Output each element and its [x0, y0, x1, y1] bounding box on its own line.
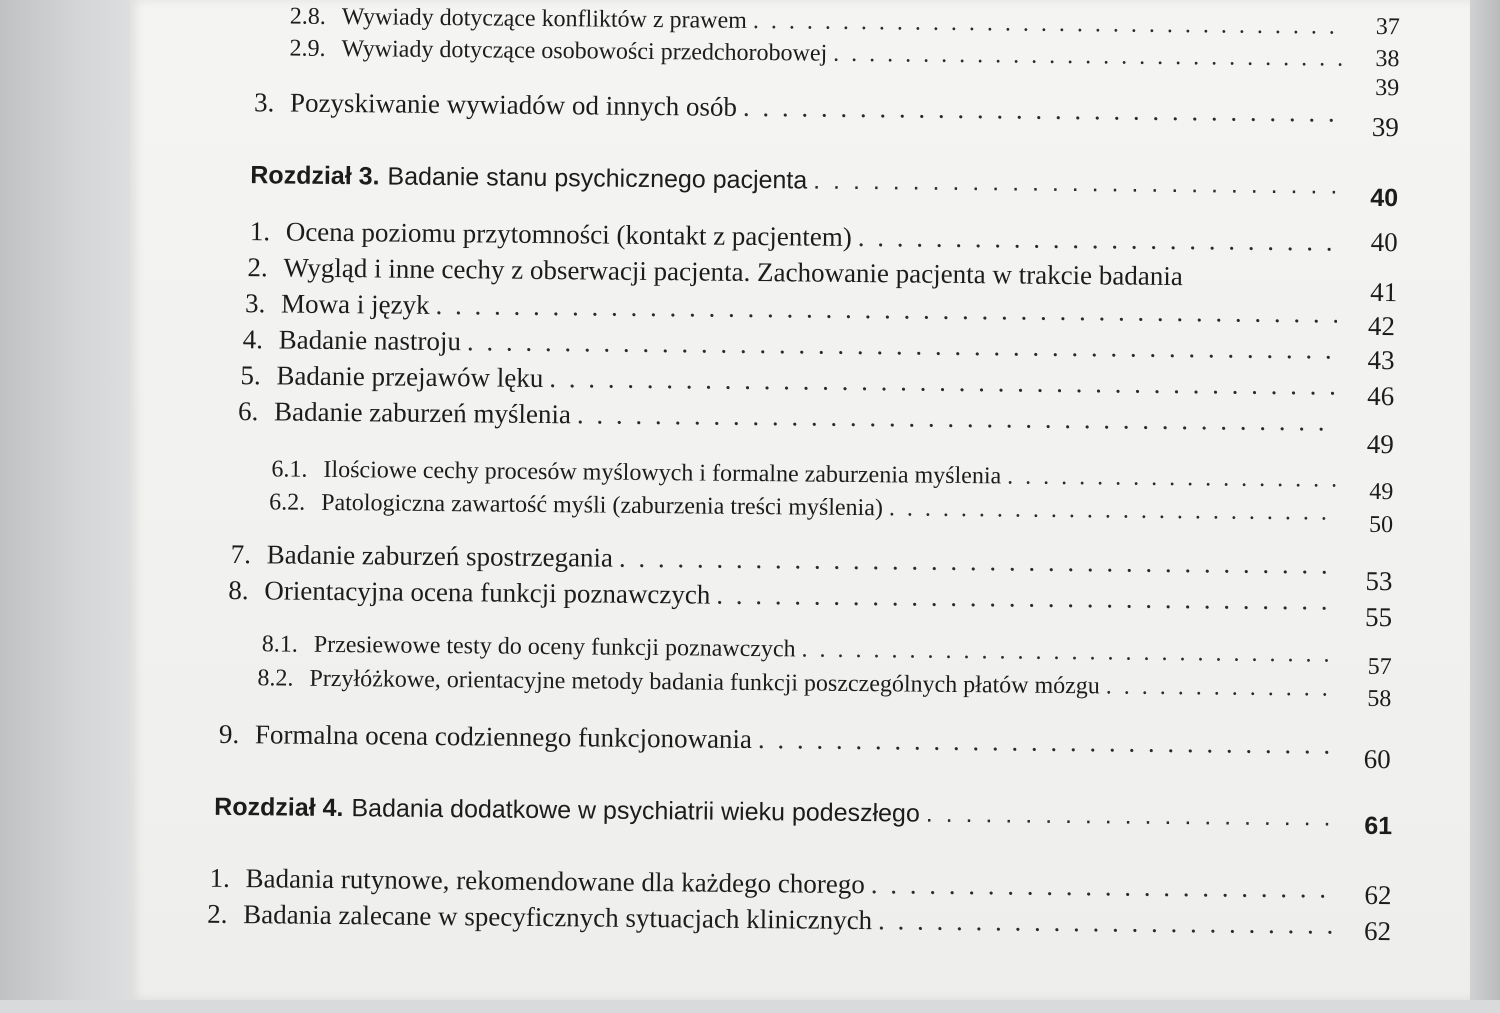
entry-number: 3. — [244, 288, 266, 319]
entry-page: 58 — [1367, 685, 1392, 713]
entry-title: Przesiewowe testy do oceny funkcji poznawczych — [313, 631, 796, 663]
chapter-label: Rozdział 4. — [214, 792, 344, 823]
entry-number: 9. — [218, 718, 240, 750]
entry-number: 2.8. — [289, 3, 326, 30]
chapter-page: 61 — [1364, 811, 1393, 841]
entry-page: 39 — [1375, 74, 1400, 102]
entry-number: 8.1. — [261, 631, 298, 658]
toc-entry — [250, 216, 1398, 258]
entry-title: Ocena poziomu przytomności (kontakt z pacjentem) — [285, 216, 852, 252]
entry-number: 2. — [247, 252, 268, 283]
entry-number: 2. — [207, 898, 228, 929]
leader-dots — [833, 41, 1342, 73]
entry-page: 49 — [1366, 428, 1394, 460]
entry-page: 53 — [1365, 565, 1393, 597]
entry-title: Wywiady dotyczące osobowości przedchorobowej — [341, 36, 828, 67]
toc-entry — [218, 718, 1391, 775]
entry-page: 62 — [1363, 915, 1392, 947]
leader-dots — [858, 222, 1340, 258]
entry-title: Wywiady dotyczące konfliktów z prawem — [341, 4, 748, 34]
entry-page: 60 — [1363, 743, 1391, 775]
entry-title: Badanie zaburzeń myślenia — [273, 396, 572, 430]
leader-dots — [1007, 463, 1335, 493]
chapter-heading — [214, 792, 1393, 841]
leader-dots — [878, 905, 1333, 940]
entry-page: 57 — [1367, 653, 1392, 681]
entry-page: 39 — [1371, 111, 1399, 143]
entry-page: 38 — [1375, 45, 1400, 73]
entry-title: Badania zalecane w specyficznych sytuacjach klinicznych — [243, 899, 873, 936]
entry-title: Pozyskiwanie wywiadów od innych osób — [289, 87, 738, 122]
leader-dots — [926, 800, 1335, 833]
entry-number: 5. — [240, 360, 261, 391]
entry-title: Przyłóżkowe, orientacyjne metody badania funkcji poszczególnych płatów mózgu — [309, 665, 1100, 700]
table-of-contents — [120, 0, 1470, 1013]
toc-entry — [207, 898, 1392, 947]
entry-page: 62 — [1364, 879, 1392, 911]
chapter-heading — [250, 161, 1399, 213]
chapter-page: 40 — [1370, 183, 1399, 213]
entry-title: Orientacyjna ocena funkcji poznawczych — [264, 575, 711, 610]
entry-page: 43 — [1367, 344, 1395, 376]
toc-entry — [257, 665, 1392, 713]
chapter-title: Badania dodatkowe w psychiatrii wieku podeszłego — [351, 794, 920, 828]
entry-page: 55 — [1364, 601, 1393, 633]
entry-page: 50 — [1368, 511, 1394, 539]
entry-number: 6.2. — [269, 489, 306, 516]
leader-dots — [871, 869, 1334, 904]
toc-entry — [209, 862, 1392, 911]
toc-entry — [242, 324, 1395, 376]
leader-dots — [801, 636, 1333, 668]
book-page — [130, 0, 1470, 1000]
leader-dots — [743, 92, 1341, 129]
toc-entry — [269, 489, 1394, 539]
leader-dots — [716, 580, 1334, 617]
book-gutter — [0, 0, 130, 1000]
leader-dots — [435, 290, 1337, 330]
leader-dots — [549, 363, 1336, 402]
book-edge — [1470, 0, 1500, 1000]
entry-number: 1. — [249, 216, 271, 247]
leader-dots — [1106, 673, 1334, 702]
entry-number: 8. — [228, 574, 249, 606]
entry-number: 2.9. — [289, 35, 326, 62]
entry-title: Patologiczna zawartość myśli (zaburzenia treści myślenia) — [321, 489, 884, 522]
entry-title: Wygląd i inne cechy z obserwacji pacjenta. Zachowanie pacjenta w trakcie badania — [283, 252, 1183, 292]
entry-title: Badanie przejawów lęku — [276, 360, 544, 393]
entry-title: Badanie zaburzeń spostrzegania — [266, 539, 614, 573]
entry-page: 40 — [1370, 226, 1398, 258]
toc-entry — [290, 4, 1400, 42]
entry-title: Badania rutynowe, rekomendowane dla każdego chorego — [245, 863, 865, 900]
entry-number: 6. — [237, 396, 259, 427]
entry-number: 4. — [242, 324, 264, 355]
entry-number: 8.2. — [257, 665, 294, 692]
leader-dots — [619, 543, 1335, 581]
leader-dots — [758, 724, 1333, 761]
leader-dots — [753, 8, 1342, 41]
entry-title: Mowa i język — [280, 288, 430, 320]
entry-number: 1. — [209, 862, 230, 893]
toc-entry — [228, 574, 1393, 633]
entry-page: 49 — [1369, 478, 1394, 506]
leader-dots — [889, 495, 1335, 526]
entry-page: 37 — [1375, 13, 1400, 41]
leader-dots — [813, 167, 1340, 201]
entry-page: 41 — [1370, 276, 1398, 308]
leader-dots — [467, 326, 1337, 365]
entry-number: 3. — [253, 87, 275, 118]
chapter-title: Badanie stanu psychicznego pacjenta — [387, 162, 808, 195]
entry-page: 46 — [1367, 380, 1395, 412]
entry-title: Ilościowe cechy procesów myślowych i formalne zaburzenia myślenia — [323, 456, 1002, 490]
leader-dots — [577, 399, 1336, 437]
entry-number: 7. — [230, 538, 252, 570]
entry-number: 6.1. — [271, 456, 308, 483]
chapter-label: Rozdział 3. — [250, 161, 380, 191]
entry-title: Formalna ocena codziennego funkcjonowania — [254, 719, 753, 755]
toc-entry — [237, 396, 1394, 460]
entry-title: Badanie nastroju — [278, 324, 462, 357]
entry-page: 42 — [1367, 310, 1396, 342]
